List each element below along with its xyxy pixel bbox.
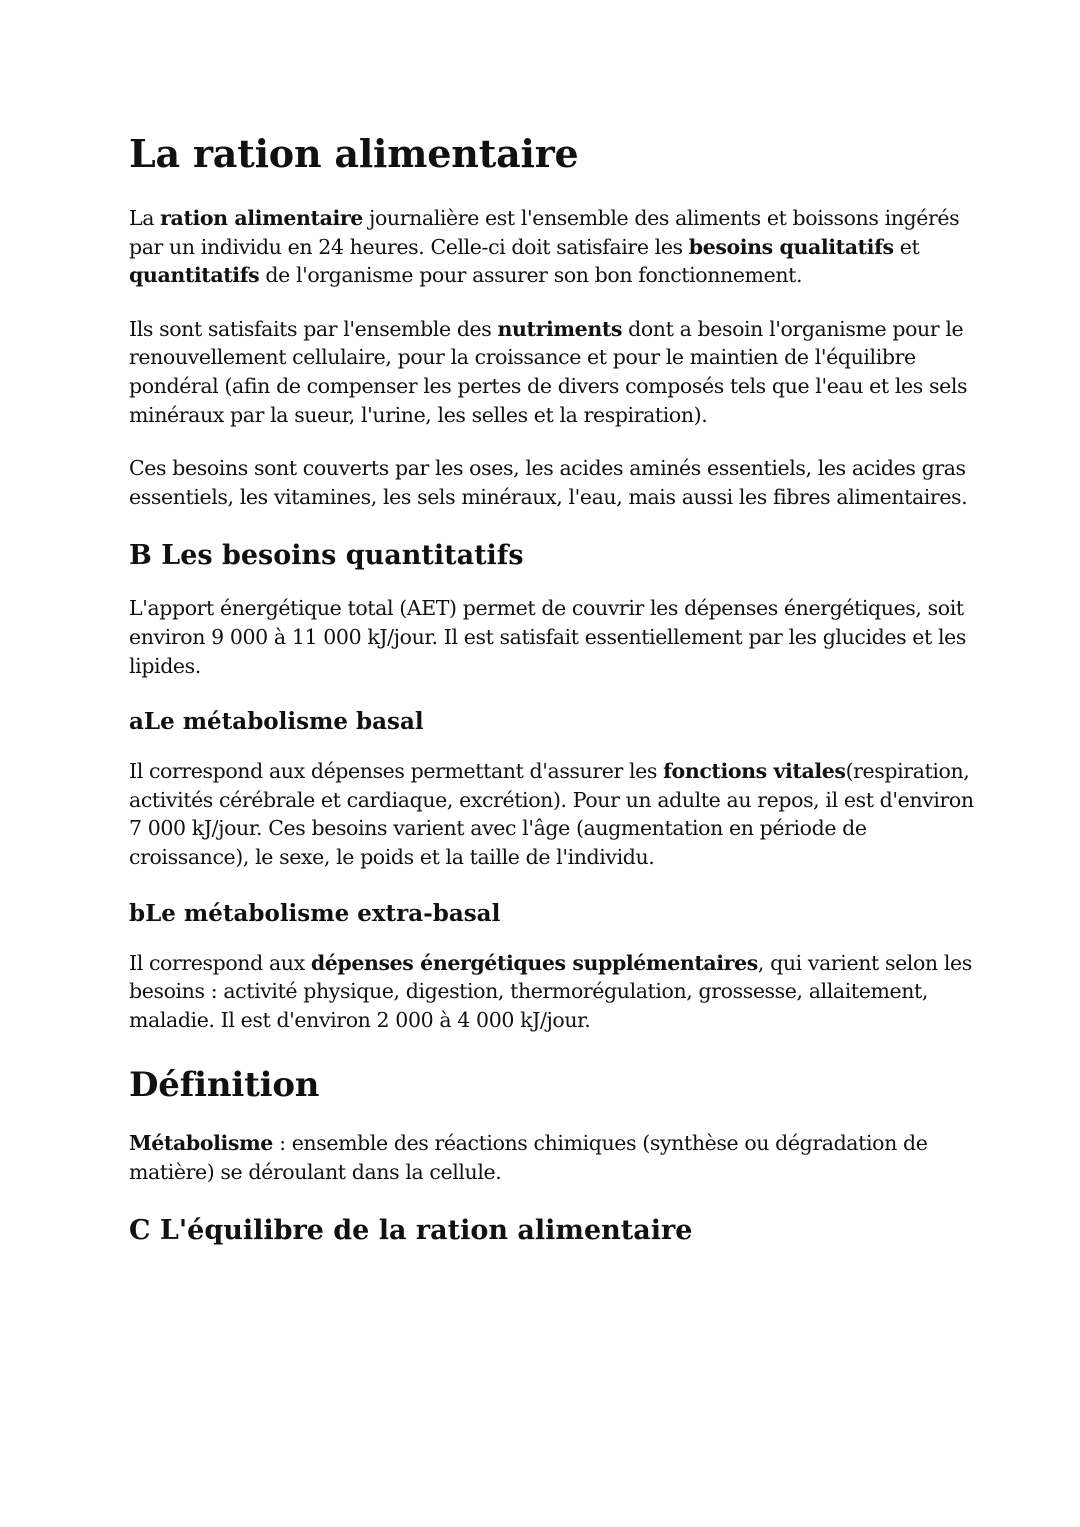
document-page <box>129 128 989 1269</box>
subsection-b-paragraph <box>129 949 989 1035</box>
definition-term: Métabolisme <box>129 1131 273 1156</box>
bold-term: ration alimentaire <box>160 206 363 230</box>
subsection-a-paragraph <box>129 757 989 871</box>
subsection-a-heading: aLe métabolisme basal <box>129 708 424 736</box>
text: Il correspond aux dépenses permettant d'assurer les <box>129 759 664 784</box>
intro-paragraph-2 <box>129 315 989 429</box>
section-b-paragraph: L'apport énergétique total (AET) permet de couvrir les dépenses énergétiques, soit environ 9 000 à 11 000 kJ/jour. Il est satisfait essentiellement par les glucides et les lipides. <box>129 596 967 678</box>
definition-heading: Définition <box>129 1065 320 1106</box>
intro-paragraph-3: Ces besoins sont couverts par les oses, les acides aminés essentiels, les acides gras essentiels, les vitamines, les sels minéraux, l'eau, mais aussi les fibres alimentaires. <box>129 456 968 509</box>
definition-text: : ensemble des réactions chimiques (synthèse ou dégradation de matière) se déroulant dans la cellule. <box>129 1131 928 1184</box>
text: Ils sont satisfaits par l'ensemble des <box>129 316 498 341</box>
text: Il correspond aux <box>129 950 311 975</box>
definition-paragraph <box>129 1129 989 1186</box>
bold-term: nutriments <box>497 316 623 341</box>
bold-term: dépenses énergétiques supplémentaires <box>310 950 758 975</box>
section-c-heading: C L'équilibre de la ration alimentaire <box>129 1215 693 1247</box>
text: de l'organisme pour assurer son bon fonctionnement. <box>259 263 803 288</box>
text: , qui varient selon les besoins : activité physique, digestion, thermorégulation, grossesse, allaitement, maladie. Il est d'environ 2 000 à 4 000 kJ/jour. <box>129 950 972 1032</box>
section-b-heading: B Les besoins quantitatifs <box>129 540 524 572</box>
page-title: La ration alimentaire <box>129 131 579 176</box>
bold-term: fonctions vitales <box>663 759 846 784</box>
text: journalière est l'ensemble des aliments et boissons ingérés par un individu en 24 heures. Celle-ci doit satisfaire les <box>129 206 960 259</box>
text: et <box>893 234 920 259</box>
text: dont a besoin l'organisme pour le renouvellement cellulaire, pour la croissance et pour le maintien de l'équilibre pondéral (afin de compenser les pertes de divers composés tels que l'eau et les sels minéraux par la sueur, l'urine, les selles et la respiration). <box>129 316 968 427</box>
bold-term: besoins qualitatifs <box>688 234 894 259</box>
text: La <box>129 206 161 230</box>
intro-paragraph-1 <box>129 204 989 290</box>
subsection-b-heading: bLe métabolisme extra-basal <box>129 899 501 927</box>
bold-term: quantitatifs <box>129 263 260 288</box>
text: (respiration, activités cérébrale et cardiaque, excrétion). Pour un adulte au repos, il est d'environ 7 000 kJ/jour. Ces besoins varient avec l'âge (augmentation en période de croissance), le sexe, le poids et la taille de l'individu. <box>129 759 974 869</box>
